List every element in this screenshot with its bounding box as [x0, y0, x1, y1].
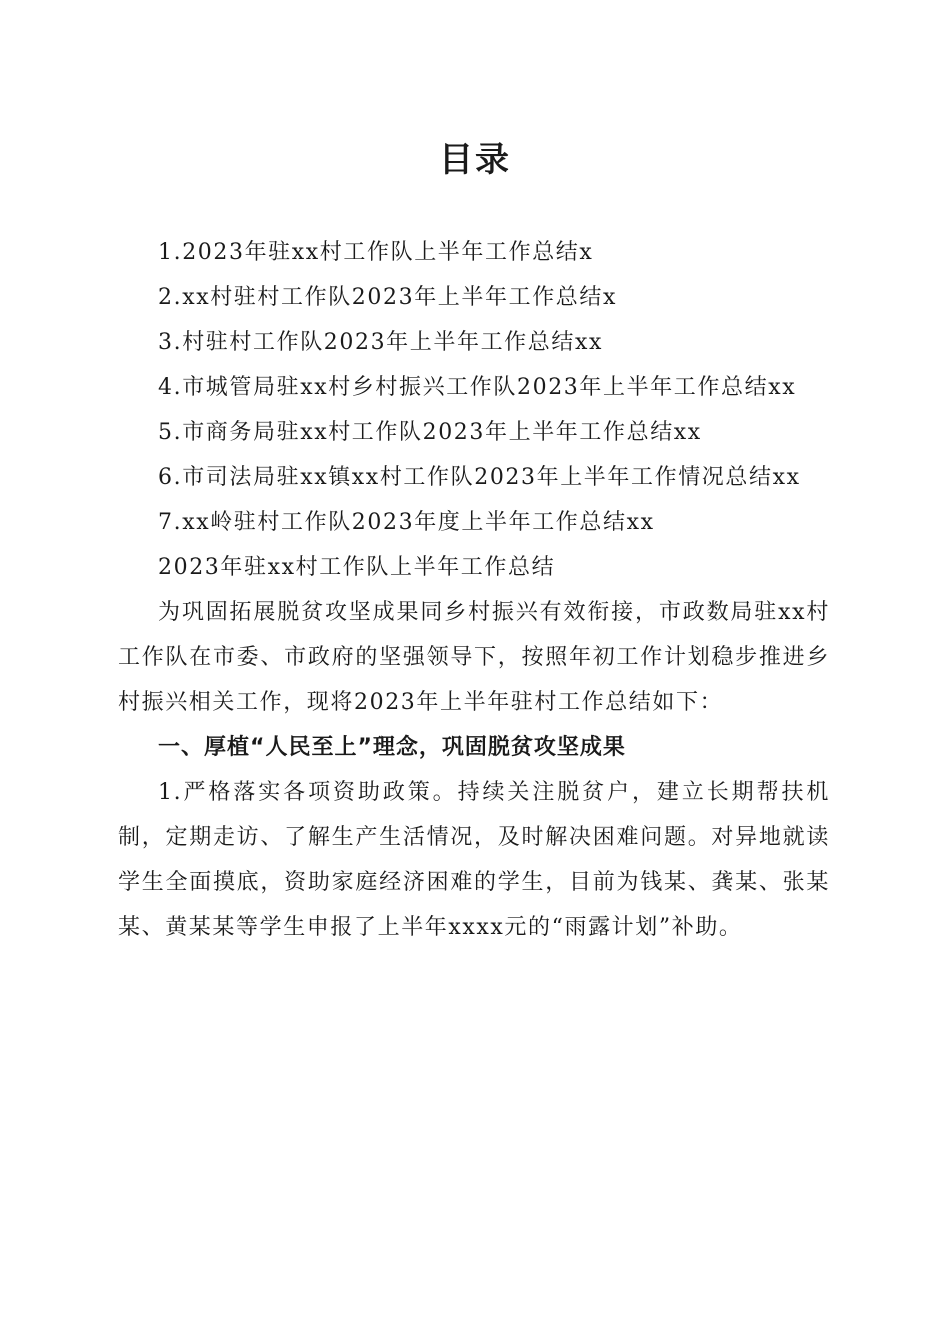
toc-item-2: 2.xx村驻村工作队2023年上半年工作总结x — [158, 285, 618, 310]
toc-item-7: 7.xx岭驻村工作队2023年度上半年工作总结xx — [158, 510, 655, 535]
toc-item-6: 6.市司法局驻xx镇xx村工作队2023年上半年工作情况总结xx — [158, 465, 801, 490]
intro-paragraph: 为巩固拓展脱贫攻坚成果同乡村振兴有效衔接，市政数局驻xx村工作队在市委、市政府的坚强领导下，按照年初工作计划稳步推进乡村振兴相关工作，现将2023年上半年驻村工作总结如下： — [118, 600, 830, 715]
section-1-item-1: 1.严格落实各项资助政策。持续关注脱贫户，建立长期帮扶机制，定期走访、了解生产生活情况，及时解决困难问题。对异地就读学生全面摸底，资助家庭经济困难的学生，目前为钱某、龚某、张某某、黄某某等学生申报了上半年xxxx元的“雨露计划”补助。 — [118, 780, 830, 940]
section-1-heading: 一、厚植“人民至上”理念，巩固脱贫攻坚成果 — [158, 735, 626, 760]
page-title: 目录 — [439, 140, 511, 180]
toc-item-5: 5.市商务局驻xx村工作队2023年上半年工作总结xx — [158, 420, 702, 445]
article-title: 2023年驻xx村工作队上半年工作总结 — [158, 555, 556, 580]
document-body — [118, 230, 830, 950]
toc-item-3: 3.村驻村工作队2023年上半年工作总结xx — [158, 330, 603, 355]
toc-item-4: 4.市城管局驻xx村乡村振兴工作队2023年上半年工作总结xx — [158, 375, 797, 400]
toc-item-1: 1.2023年驻xx村工作队上半年工作总结x — [158, 240, 594, 265]
